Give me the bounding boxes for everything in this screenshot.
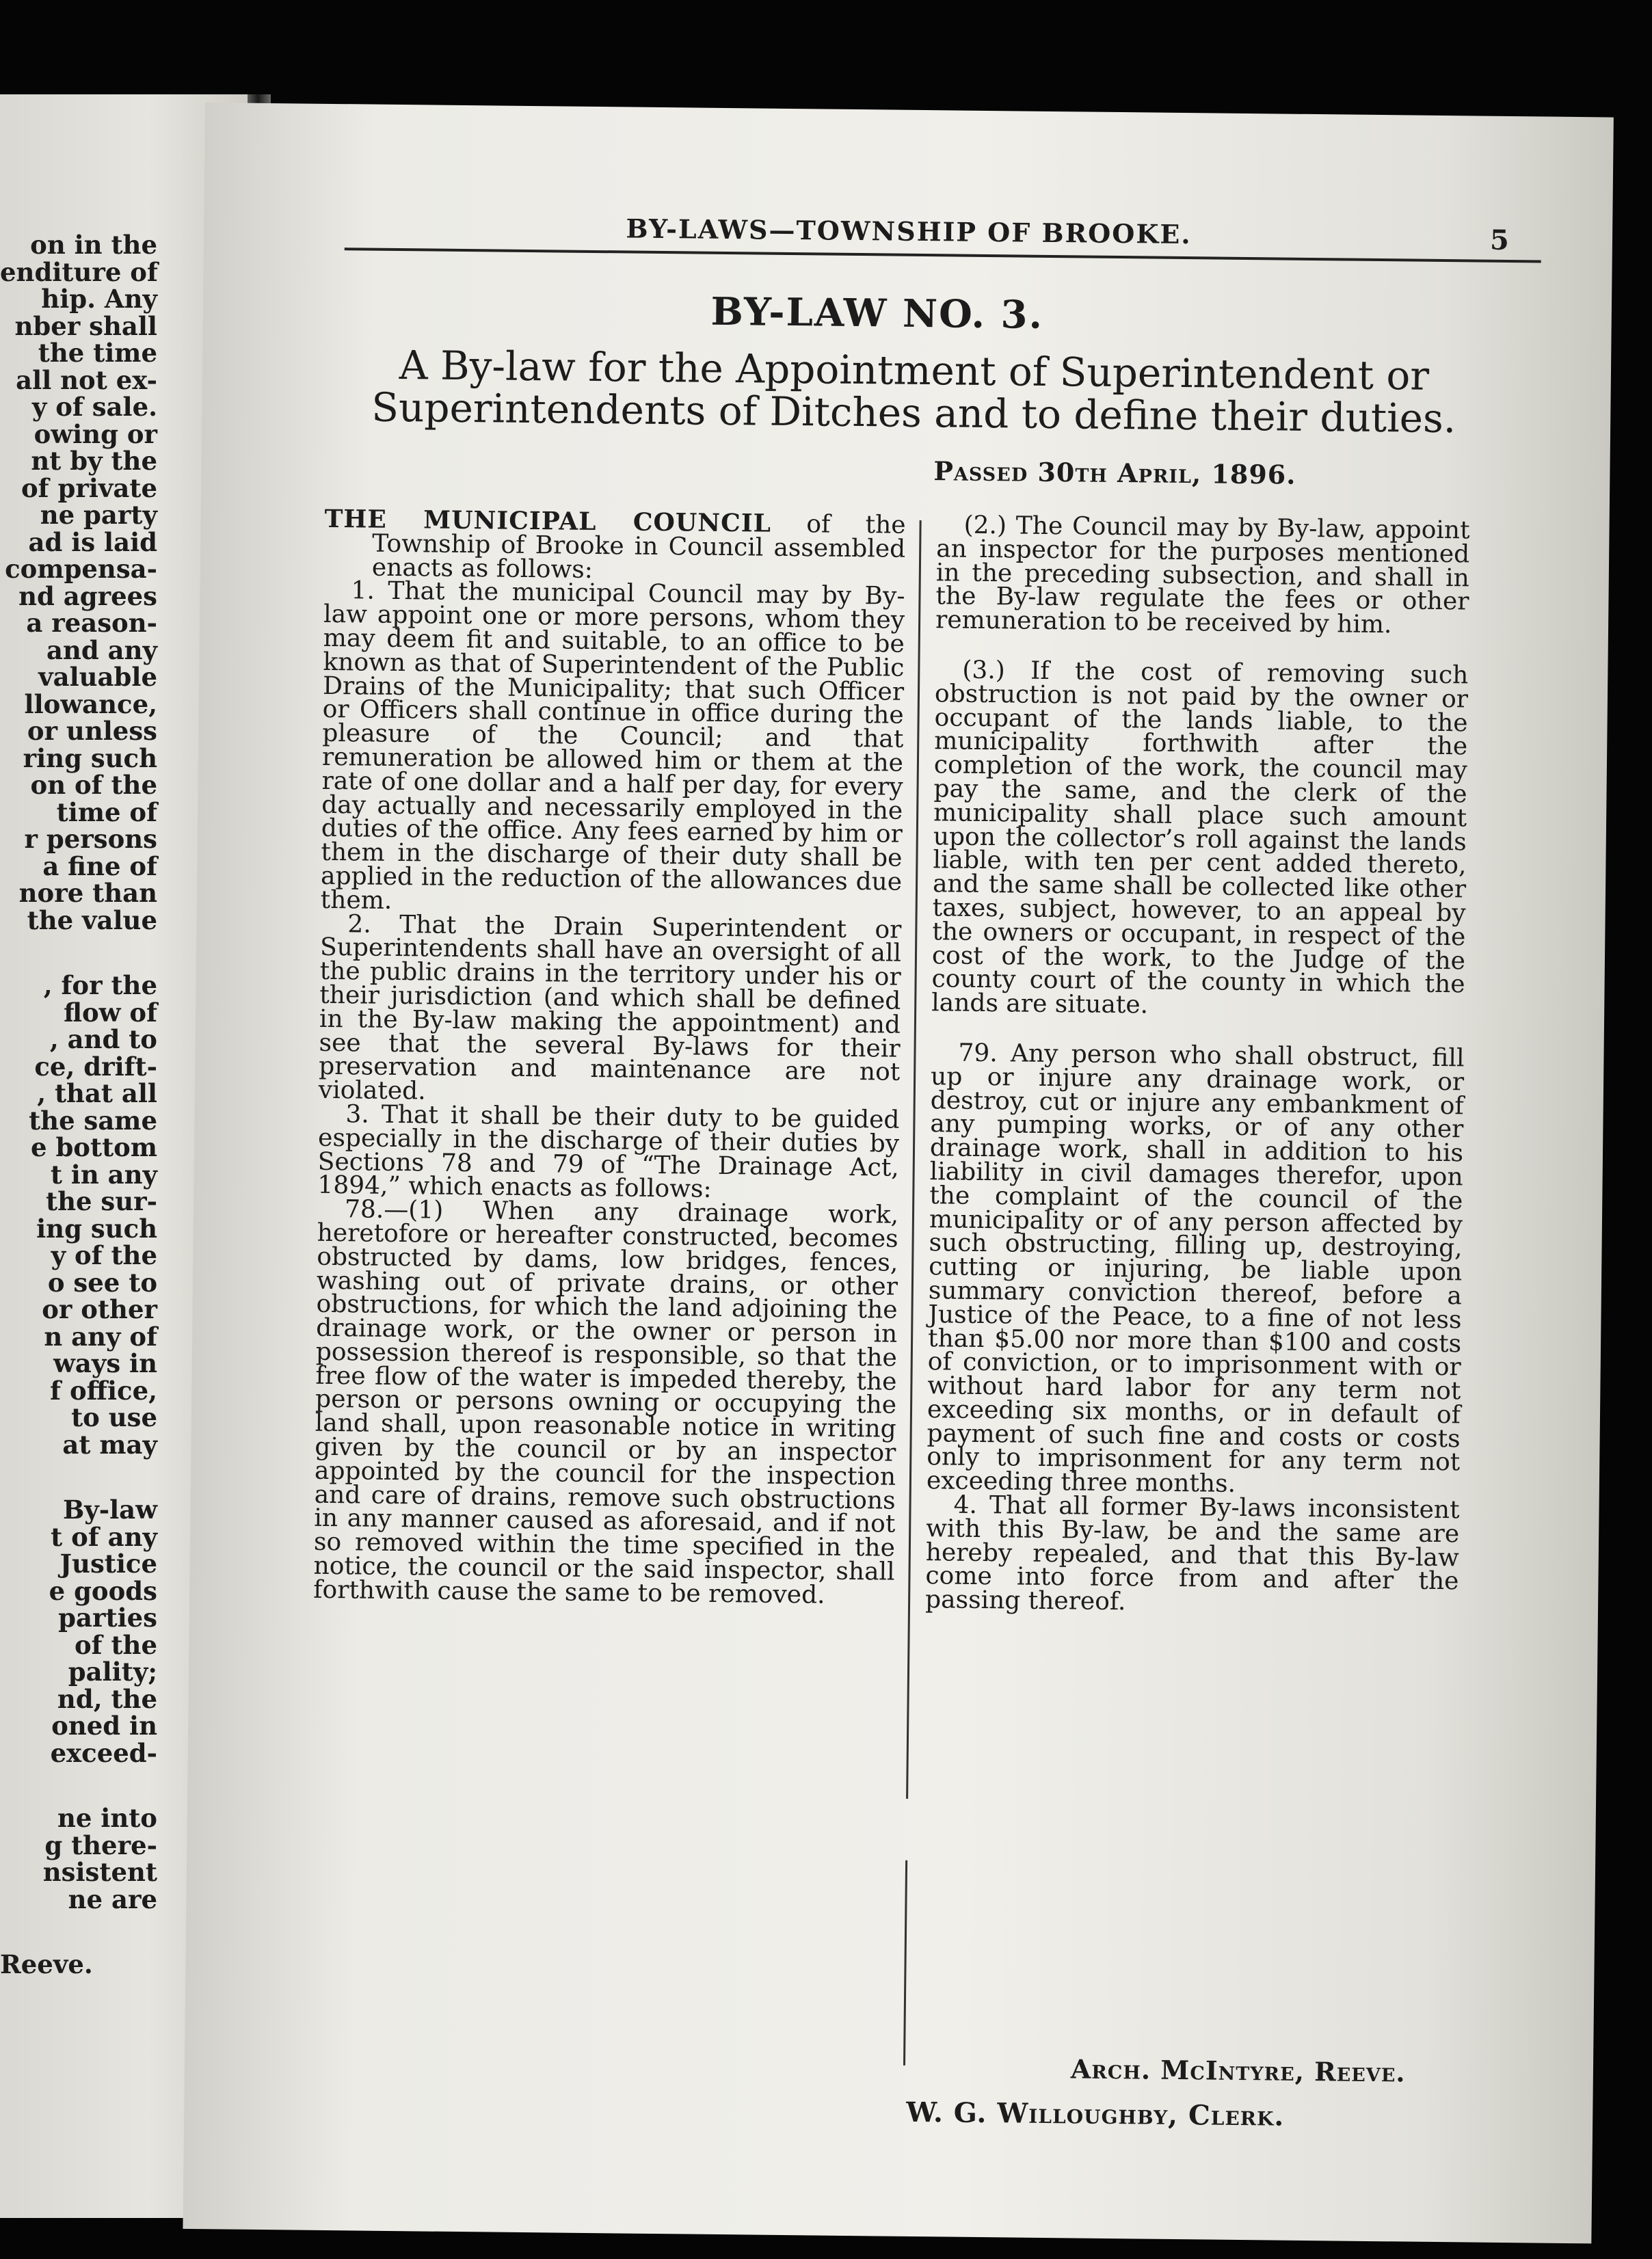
fragment-line: n any of (44, 1321, 157, 1352)
fragment-line: flow of (64, 997, 157, 1028)
fragment-line: ce, drift- (34, 1051, 157, 1082)
section-1: 1. That the municipal Council may by By-law appoint one or more persons, whom they may deem fit and suitable, to an office to be known as that of Superintendent of the Public Drains of the Municipality; that such Officer or Officers shall continue in office during the pleasure of the Council; and that remuneration be allowed him or them at the rate of one dollar and a half per day, for every day actually and necessarily employed in the duties of the office. Any fees earned by him or them in the discharge of their duty shall be applied in the reduction of the allowances due them. (320, 576, 905, 915)
fragment-line: Justice (59, 1549, 157, 1579)
fragment-line: at may (62, 1429, 157, 1460)
fragment-line: By-law (62, 1495, 157, 1525)
fragment-line: e bottom (31, 1132, 157, 1162)
fragment-line: e goods (49, 1575, 157, 1606)
fragment-line: a fine of (42, 851, 157, 881)
bylaw-title: BY-LAW NO. 3. (710, 289, 1044, 338)
fragment-line: the value (27, 905, 157, 935)
fragment-line: valuable (38, 662, 157, 692)
fragment-line: of the (74, 1629, 157, 1660)
fragment-line: ad is laid (28, 526, 157, 557)
fragment-line: nsistent (42, 1857, 157, 1887)
section-79: 79. Any person who shall obstruct, fill up or injure any drainage work, or destroy, cut or injure any embankment of any pumping works, or of any other drainage work, shall in addition to his liability in civil damages therefor, upon the complaint of the council of the municipality or of any person affected by such obstructing, filling up, destroying, cutting or injuring, be liable upon summary conviction thereof, before a Justice of the Peace, to a fine of not less than $5.00 nor more than $100 and costs of conviction, or to imprisonment with or without hard labor for any term not exceeding six months, or in default of payment of such fine and costs or costs only to imprisonment for any term not exceeding three months. (926, 1039, 1465, 1499)
previous-page-text (0, 231, 157, 1978)
clerk-signature: W. G. Willoughby, Clerk. (906, 2096, 1285, 2133)
fragment-line: and any (46, 634, 157, 665)
reeve-signature: Arch. McIntyre, Reeve. (1070, 2053, 1406, 2088)
section-4: 4. That all former By-laws inconsistent with this By-law, be and the same are hereby repealed, and that this By-law come into force from and after the passing thereof. (924, 1491, 1460, 1616)
fragment-line: to use (71, 1402, 157, 1432)
column-rule-lower (903, 1860, 907, 2066)
fragment-line: oned in (51, 1711, 157, 1741)
section-3: 3. That it shall be their duty to be guided especially in the discharge of their duties by Sections 78 and 79 of “The Drainage Act, 1894,” which enacts as follows: (317, 1100, 900, 1204)
fragment-line: a reason- (26, 608, 157, 638)
fragment-line: of private (21, 472, 157, 503)
fragment-line: nore than (18, 878, 157, 908)
subsection-2: (2.) The Council may by By-law, appoint an inspector for the purposes mentioned in the preceding subsection, and shall in the By-law regulate the fees or other remuneration to be received by him. (935, 511, 1470, 639)
running-head: BY-LAWS—TOWNSHIP OF BROOKE. (626, 213, 1192, 250)
right-column (925, 513, 1470, 1618)
fragment-line: f office, (50, 1375, 157, 1406)
fragment-reeve: Reeve. (0, 1949, 93, 1979)
page (183, 103, 1613, 2243)
fragment-line: ing such (36, 1213, 157, 1244)
fragment-line: compensa- (5, 554, 157, 584)
fragment-line: parties (58, 1603, 157, 1633)
fragment-line: or other (42, 1294, 157, 1324)
fragment-line: owing or (34, 418, 157, 449)
fragment-line: hip. Any (41, 284, 157, 314)
page-number: 5 (1489, 224, 1510, 256)
fragment-line: y of sale. (31, 392, 157, 422)
fragment-line: time of (56, 797, 157, 827)
fragment-line: pality; (68, 1657, 157, 1687)
intro-text: of the Township of Brooke in Council assembled enacts as follows: (371, 509, 906, 584)
subsection-3: (3.) If the cost of removing such obstruction is not paid by the owner or occupant of the lands liable, to the municipality forthwith after the completion of the work, the council may pay the same, and the clerk of the municipality shall place such amount upon the collector’s roll against the lands liable, with ten per cent added thereto, and the same shall be collected like other taxes, subject, however, to an appeal by the owners or occupant, in respect of the cost of the work, to the Judge of the county court of the county in which the lands are situate. (931, 656, 1469, 1019)
fragment-line: exceed- (50, 1737, 157, 1768)
left-column (313, 504, 906, 1609)
fragment-line: , that all (37, 1078, 157, 1108)
fragment-line: the time (38, 338, 157, 368)
fragment-line: nd, the (57, 1683, 157, 1714)
fragment-line: ne party (40, 500, 157, 530)
fragment-line: all not ex- (16, 364, 157, 395)
fragment-line: , and to (49, 1024, 157, 1054)
fragment-line: nber shall (14, 310, 157, 341)
passed-date: Passed 30th April, 1896. (933, 455, 1296, 490)
intro-heading: THE MUNICIPAL COUNCIL (324, 504, 772, 538)
fragment-line: y of the (51, 1240, 157, 1270)
fragment-line: r persons (24, 824, 157, 854)
fragment-line: on in the (30, 230, 157, 260)
fragment-line: the sur- (46, 1186, 157, 1216)
fragment-line: g there- (44, 1830, 157, 1860)
fragment-line: nd agrees (18, 580, 157, 611)
fragment-line: ways in (53, 1348, 157, 1378)
fragment-line: ring such (23, 743, 157, 773)
fragment-line: llowance, (24, 689, 157, 719)
fragment-line: or unless (27, 716, 157, 746)
fragment-line: o see to (47, 1267, 157, 1298)
fragment-line: t of any (51, 1521, 157, 1552)
fragment-line: on of the (30, 770, 157, 800)
fragment-line: ne are (68, 1884, 157, 1914)
fragment-line: ne into (57, 1803, 157, 1833)
column-rule (906, 520, 922, 1799)
section-2: 2. That the Drain Superintendent or Superintendents shall have an oversight of all the public drains in the territory under his or their jurisdiction (and which shall be defined in the By-law making the appointment) and see that the several By-laws for their preservation and maintenance are not violated. (318, 909, 902, 1106)
fragment-line: , for the (43, 970, 157, 1000)
section-78: 78.—(1) When any drainage work, heretofore or hereafter constructed, becomes obstructed by dams, low bridges, fences, washing out of private drains, or other obstructions, for which the land adjoining the drainage work, or the owner or person in possession thereof is responsible, so that the free flow of the water is impeded thereby, the person or persons owning or occupying the land shall, upon reasonable notice in writing given by the council or by an inspector appointed by the council for the inspection and care of drains, remove such obstructions in any manner caused as aforesaid, and if not so removed within the time specified in the notice, the council or the said inspector, shall forthwith cause the same to be removed. (313, 1195, 899, 1609)
fragment-line: the same (29, 1105, 157, 1136)
fragment-line: t in any (50, 1159, 157, 1190)
bylaw-subtitle: A By-law for the Appointment of Superintendent or Superintendents of Ditches and to define their duties. (371, 341, 1456, 442)
fragment-line: nt by the (31, 446, 157, 476)
fragment-line: enditure of (0, 256, 158, 287)
